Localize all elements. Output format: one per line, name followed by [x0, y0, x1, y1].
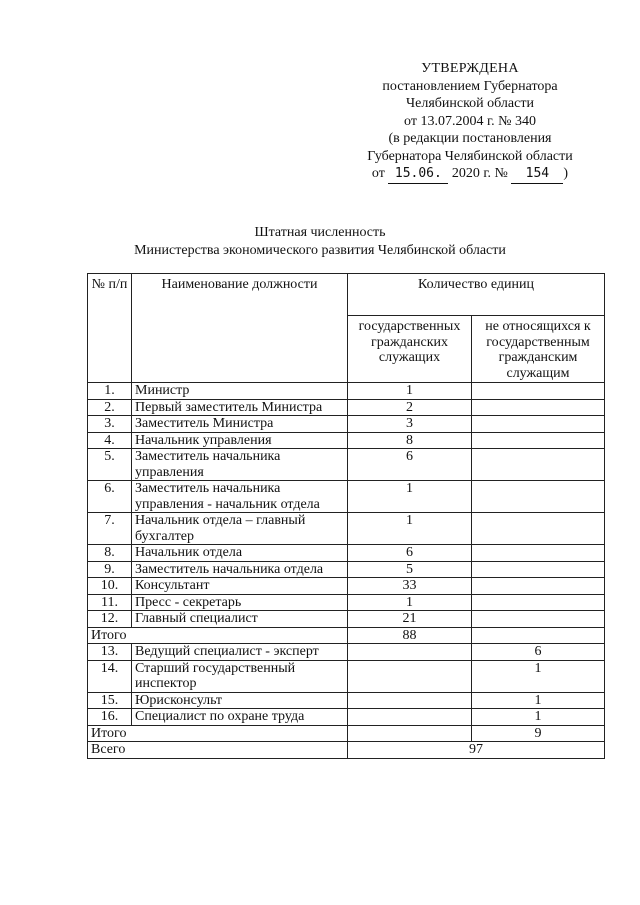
table-row: 2. Первый заместитель Министра 2: [88, 399, 605, 416]
table-row: 9. Заместитель начальника отдела 5: [88, 561, 605, 578]
subtotal-row: [88, 725, 605, 742]
document-title: [0, 224, 640, 260]
table-row: 1. Министр 1: [88, 383, 605, 400]
header-num: № п/п: [88, 274, 132, 383]
approval-prefix: от: [371, 166, 385, 181]
approval-line-4: (в редакции постановления: [388, 131, 552, 146]
approval-heading: УТВЕРЖДЕНА: [421, 61, 519, 76]
approval-date: 15.06.: [388, 165, 448, 184]
table-row: 4. Начальник управления 8: [88, 432, 605, 449]
subtotal-gov: [348, 725, 472, 742]
table-row: 14. Старший государственный инспектор 1: [88, 660, 605, 692]
table-row: 13. Ведущий специалист - эксперт 6: [88, 644, 605, 661]
approval-line-2: Челябинской области: [406, 96, 534, 111]
table-row: 8. Начальник отдела 6: [88, 545, 605, 562]
header-name: Наименование должности: [132, 274, 348, 383]
table-row: 5. Заместитель начальника управления 6: [88, 449, 605, 481]
subtotal-nongov: [472, 627, 605, 644]
table-row: 7. Начальник отдела – главный бухгалтер 1: [88, 513, 605, 545]
approval-number: 154: [511, 165, 563, 184]
subtotal-gov: 88: [348, 627, 472, 644]
header-gov: государственных гражданских служащих: [348, 316, 472, 383]
grand-total-value: 97: [348, 742, 605, 759]
grand-total-label: Всего: [88, 742, 348, 759]
subtotal-label: Итого: [88, 627, 348, 644]
table-row: 12. Главный специалист 21: [88, 611, 605, 628]
grand-total-row: [88, 742, 605, 759]
table-row: 6. Заместитель начальника управления - начальник отдела 1: [88, 481, 605, 513]
approval-line-3: от 13.07.2004 г. № 340: [404, 113, 536, 129]
subtotal-nongov: 9: [472, 725, 605, 742]
header-nongov: не относящихся к государственным гражданским служащим: [472, 316, 605, 383]
table-row: 11. Пресс - секретарь 1: [88, 594, 605, 611]
approval-line-1: постановлением Губернатора: [382, 78, 558, 94]
title-line-1: Штатная численность: [254, 225, 386, 240]
table-row: 3. Заместитель Министра 3: [88, 416, 605, 433]
subtotal-label: Итого: [88, 725, 348, 742]
subtotal-row: [88, 627, 605, 644]
approval-line-5: Губернатора Челябинской области: [367, 148, 573, 164]
approval-suffix: ): [563, 166, 569, 181]
table-row: 15. Юрисконсульт 1: [88, 692, 605, 709]
staff-table: [87, 273, 605, 759]
title-line-2: Министерства экономического развития Челябинской области: [134, 243, 506, 258]
approval-line-6: [340, 165, 600, 184]
table-row: 10. Консультант 33: [88, 578, 605, 595]
approval-stamp: [340, 60, 600, 184]
header-qty: Количество единиц: [348, 274, 605, 316]
approval-middle: 2020 г. №: [451, 166, 508, 181]
table-row: 16. Специалист по охране труда 1: [88, 709, 605, 726]
